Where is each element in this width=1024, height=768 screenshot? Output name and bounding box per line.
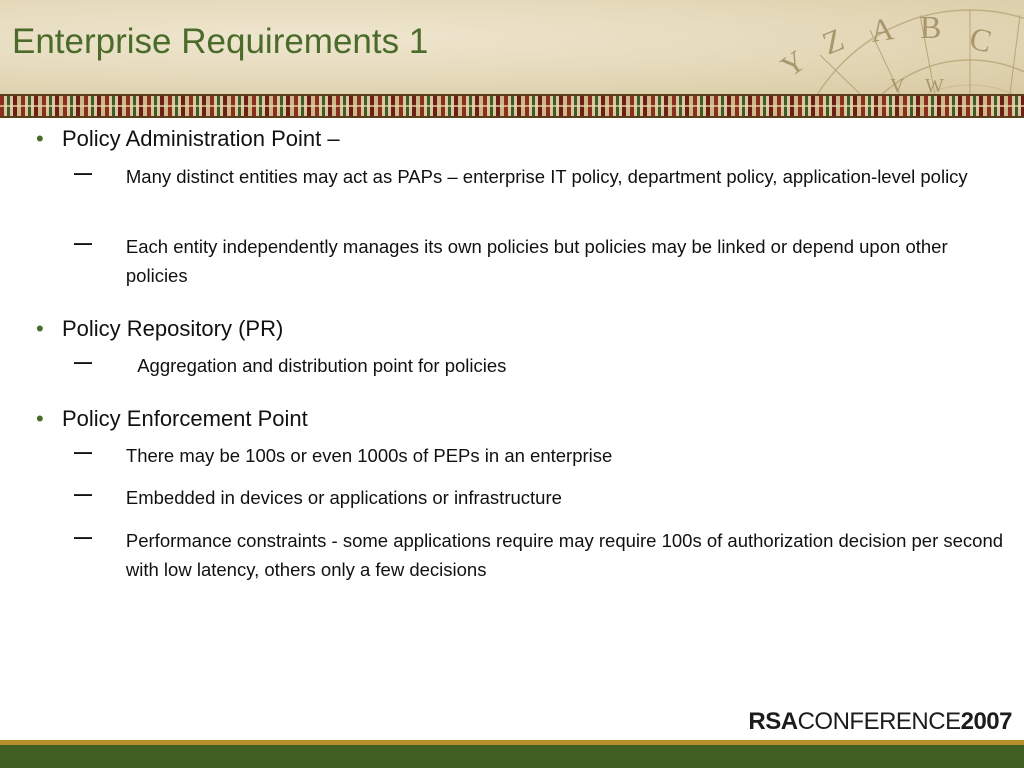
slide-header <box>0 0 1024 94</box>
dash-icon: — <box>74 233 92 253</box>
dial-letter: W <box>925 75 944 94</box>
dial-letter: V <box>890 75 905 94</box>
dash-icon: — <box>74 352 92 372</box>
sub-bullet-text: Embedded in devices or applications or infrastructure <box>125 487 562 508</box>
rsa-conference-logo <box>748 708 1012 736</box>
dial-letter: Y <box>775 44 812 84</box>
dash-icon: — <box>74 484 92 504</box>
sub-bullet-item <box>74 351 1004 380</box>
sub-bullet-item <box>74 441 1004 470</box>
sub-bullet-item <box>74 483 1004 512</box>
bullet-item <box>36 316 283 342</box>
footer-bar <box>0 740 1024 768</box>
bullet-text: Policy Administration Point – <box>62 126 340 151</box>
sub-bullet-text: Aggregation and distribution point for policies <box>137 355 507 376</box>
logo-brand: RSA <box>748 708 798 735</box>
dash-icon: — <box>74 163 92 183</box>
dial-letter: Z <box>817 20 849 62</box>
dial-letter: A <box>867 10 896 49</box>
sub-bullet-text: Performance constraints - some applications require may require 100s of authorization decision per second with low latency, others only a few decisions <box>125 530 1004 580</box>
logo-year: 2007 <box>960 708 1012 735</box>
dash-icon: — <box>74 442 92 462</box>
bullet-icon: • <box>36 316 44 341</box>
sub-bullet-item <box>74 526 1004 584</box>
sub-bullet-item <box>74 232 1004 290</box>
bullet-icon: • <box>36 126 44 151</box>
dash-icon: — <box>74 527 92 547</box>
dial-letter: C <box>966 19 995 60</box>
sub-bullet-text: Many distinct entities may act as PAPs – enterprise IT policy, department policy, application-level policy <box>125 166 968 187</box>
dial-letter: B <box>920 9 942 45</box>
slide-title: Enterprise Requirements 1 <box>12 22 429 61</box>
bullet-item <box>36 126 340 152</box>
bullet-text: Policy Repository (PR) <box>62 316 284 341</box>
logo-event: CONFERENCE <box>797 708 961 735</box>
ornamental-border <box>0 94 1024 118</box>
bullet-item <box>36 406 308 432</box>
sub-bullet-item <box>74 162 1004 191</box>
sub-bullet-text: Each entity independently manages its own policies but policies may be linked or depend upon other policies <box>125 236 948 286</box>
bullet-icon: • <box>36 406 44 431</box>
bullet-text: Policy Enforcement Point <box>62 406 308 431</box>
sub-bullet-text: There may be 100s or even 1000s of PEPs in an enterprise <box>125 445 613 466</box>
alphabet-dial-decoration <box>720 0 1024 94</box>
